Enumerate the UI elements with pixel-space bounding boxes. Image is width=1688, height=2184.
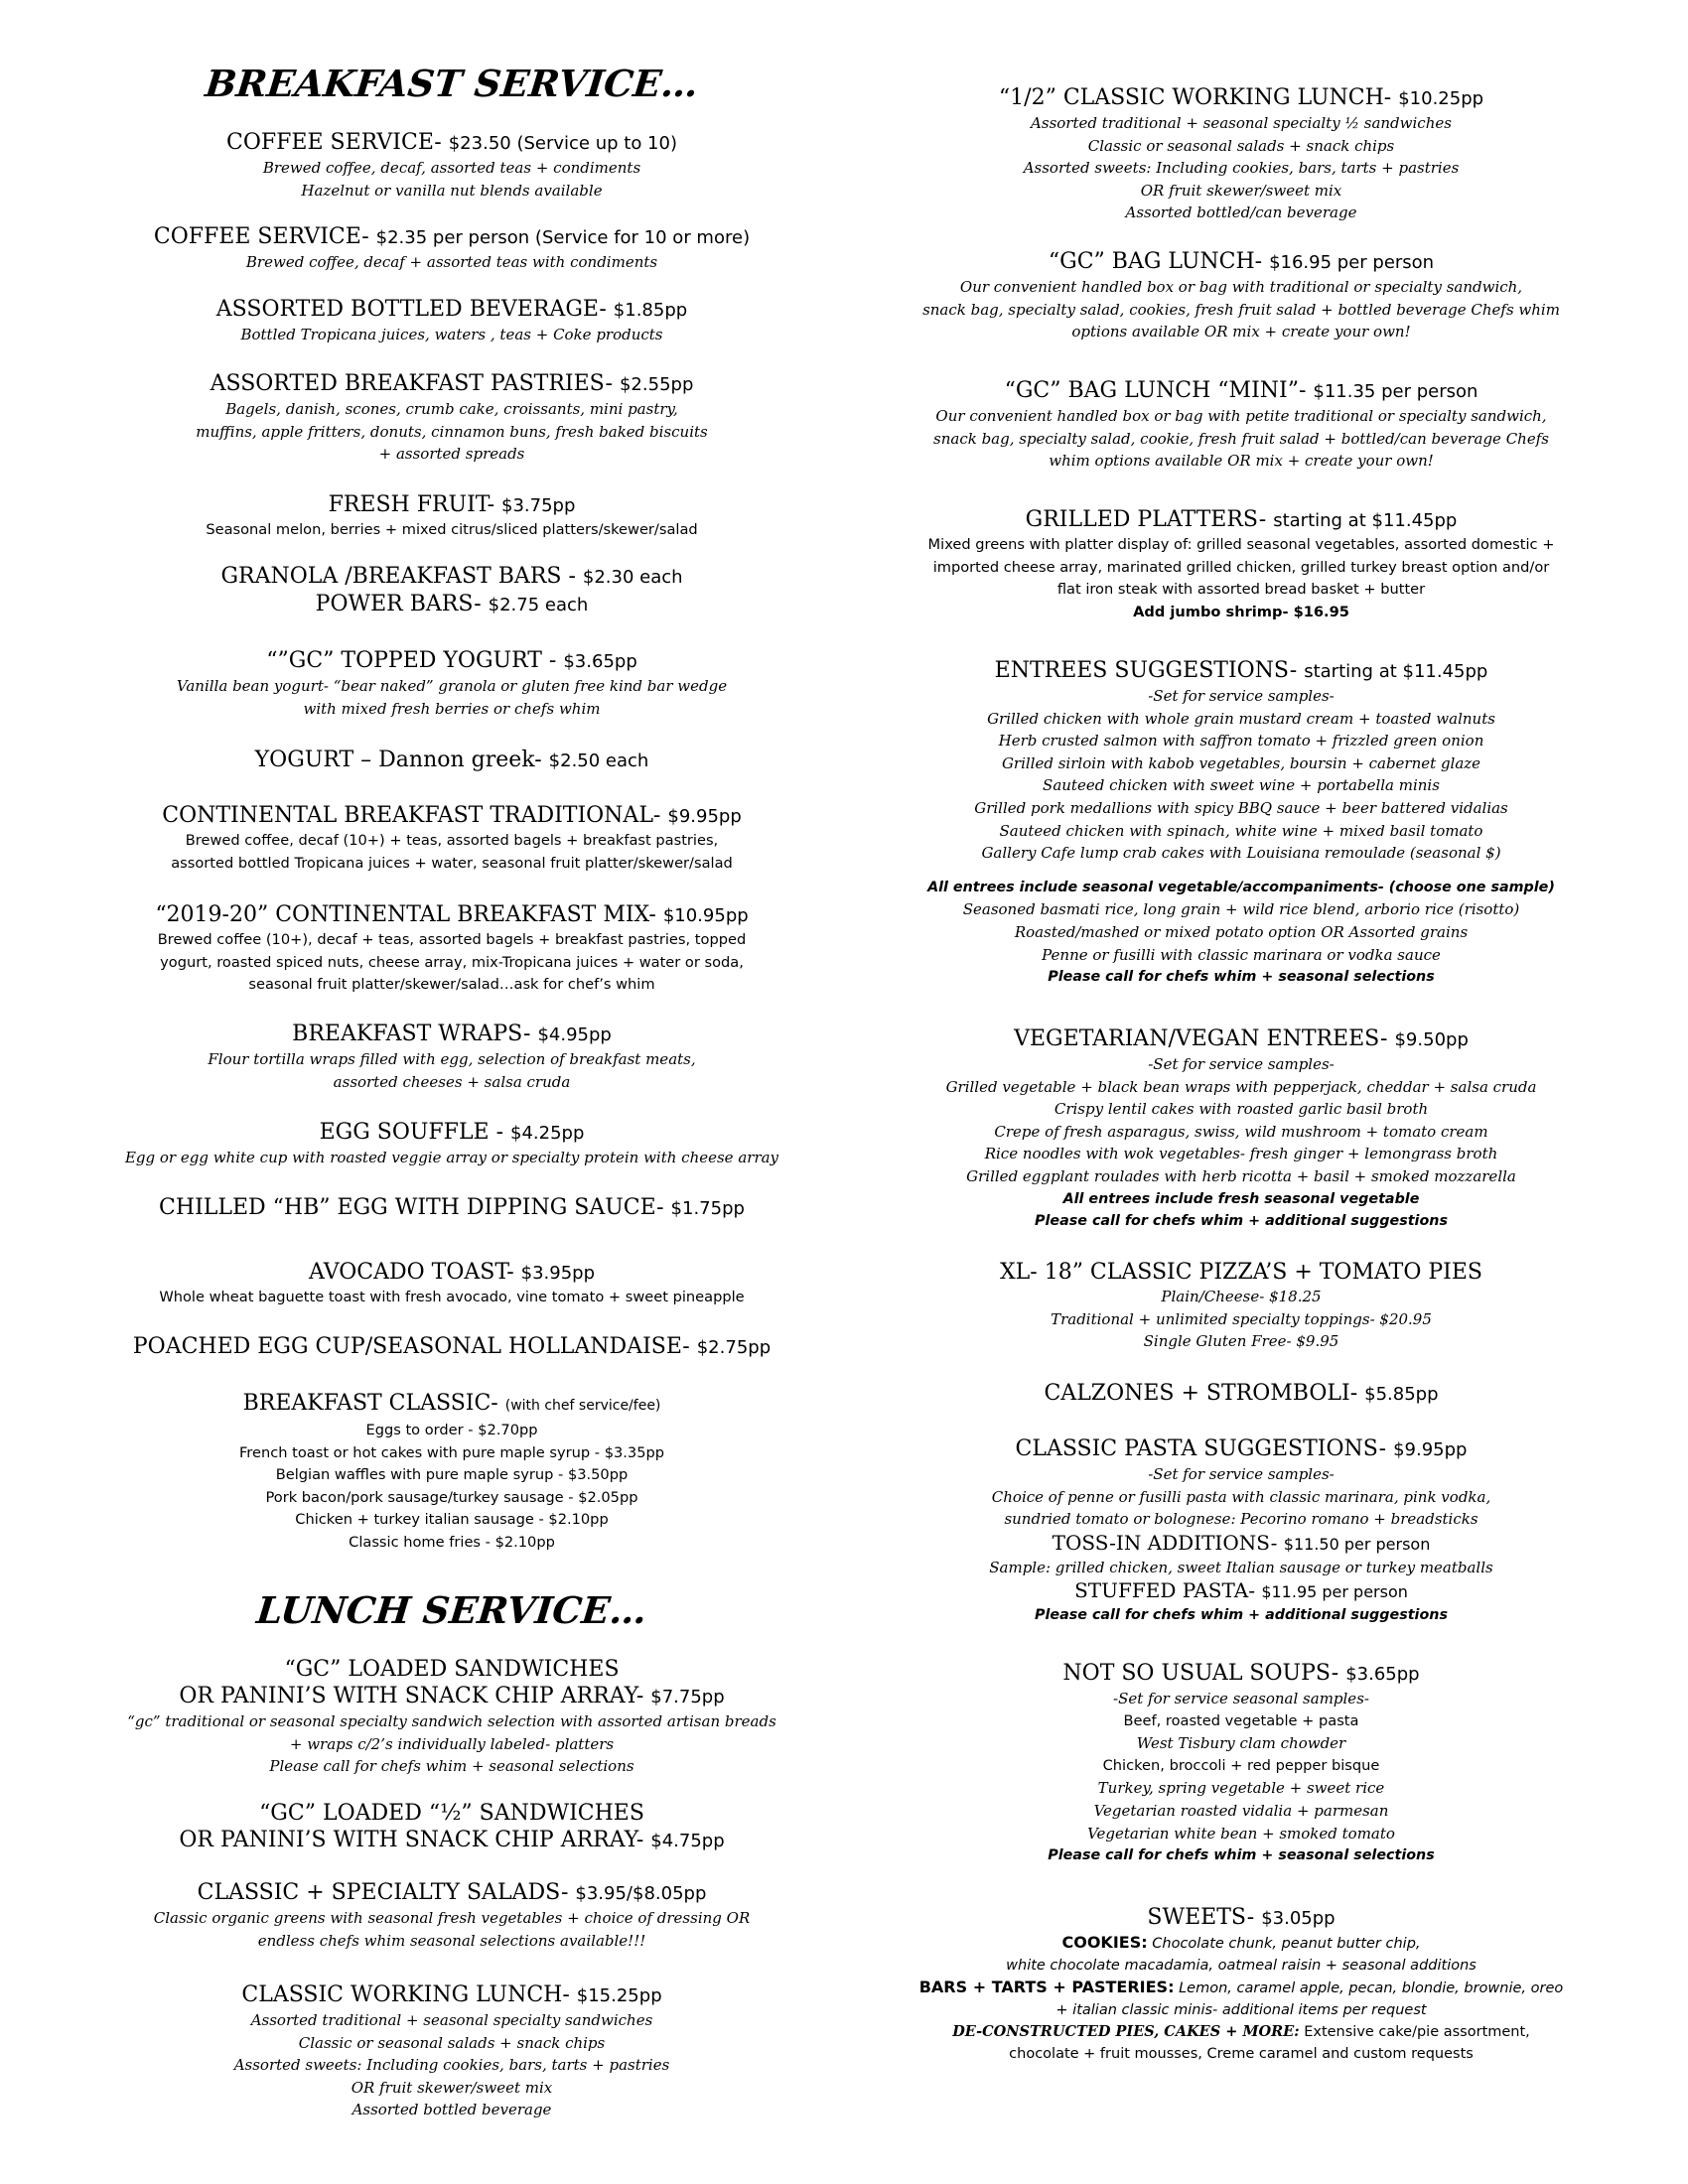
menu-item-soups: NOT SO USUAL SOUPS- $3.65pp -Set for service seasonal samples- Beef, roasted vegetable + pasta West Tisbury clam chowder Chicken, broccoli + red pepper bisque Turkey, spring vegetable + sweet rice Vegetarian roasted vidalia + parmesan Vegetarian white bean + smoked tomato Please call for chefs whim + seasonal selections	[1048, 1661, 1435, 1864]
menu-item-loaded-sandwiches: “GC” LOADED SANDWICHES OR PANINI’S WITH SNACK CHIP ARRAY- $7.75pp “gc” traditional or seasonal specialty sandwich selection with assorted artisan breads + wraps c/2’s individually labeled- platters Please call for chefs whim + seasonal selections	[127, 1657, 776, 1776]
menu-item-vegetarian-vegan-entrees: VEGETARIAN/VEGAN ENTREES- $9.50pp -Set for service samples- Grilled vegetable + black bean wraps with pepperjack, cheddar + salsa cruda Crispy lentil cakes with roasted garlic basil broth Crepe of fresh asparagus, swiss, wild mushroom + tomato cream Rice noodles with wok vegetables- fresh ginger + lemongrass broth Grilled eggplant roulades with herb ricotta + basil + smoked mozzarella All entrees include fresh seasonal vegetable Please call for chefs whim + additional suggestions	[945, 1026, 1537, 1230]
menu-item-chilled-hb-egg: CHILLED “HB” EGG WITH DIPPING SAUCE- $1.75pp	[159, 1195, 745, 1220]
menu-item-half-working-lunch: “1/2” CLASSIC WORKING LUNCH- $10.25pp Assorted traditional + seasonal specialty ½ sandwiches Classic or seasonal salads + snack chips Assorted sweets: Including cookies, bars, tarts + pastries OR fruit skewer/sweet mix Assorted bottled/can beverage	[998, 85, 1484, 222]
menu-item-xl-pizzas: XL- 18” CLASSIC PIZZA’S + TOMATO PIES Plain/Cheese- $18.25 Traditional + unlimited specialty toppings- $20.95 Single Gluten Free- $9.95	[1000, 1260, 1482, 1351]
menu-item-breakfast-classic: BREAKFAST CLASSIC- (with chef service/fee) Eggs to order - $2.70pp French toast or hot cakes with pure maple syrup - $3.35pp Belgian waffles with pure maple syrup - $3.50pp Pork bacon/pork sausage/turkey sausage - $2.05pp Chicken + turkey italian sausage - $2.10pp Classic home fries - $2.10pp	[238, 1391, 665, 1551]
menu-item-grilled-platters: GRILLED PLATTERS- starting at $11.45pp Mixed greens with platter display of: grilled seasonal vegetables, assorted domestic + imported cheese array, marinated grilled chicken, grilled turkey breast option and/or flat iron steak with assorted bread basket + butter Add jumbo shrimp- $16.95	[927, 507, 1555, 620]
menu-item-bottled-beverage: ASSORTED BOTTLED BEVERAGE- $1.85pp Bottled Tropicana juices, waters , teas + Coke products	[215, 297, 688, 343]
menu-item-poached-egg-cup: POACHED EGG CUP/SEASONAL HOLLANDAISE- $2.75pp	[132, 1334, 772, 1359]
menu-item-fresh-fruit: FRESH FRUIT- $3.75pp Seasonal melon, berries + mixed citrus/sliced platters/skewer/salad	[206, 492, 698, 538]
lunch-service-header: LUNCH SERVICE…	[254, 1588, 649, 1632]
menu-item-continental-traditional: CONTINENTAL BREAKFAST TRADITIONAL- $9.95pp Brewed coffee, decaf (10+) + teas, assorted bagels + breakfast pastries, assorted bottled Tropicana juices + water, seasonal fruit platter/skewer/salad	[162, 803, 742, 872]
menu-item-classic-salads: CLASSIC + SPECIALTY SALADS- $3.95/$8.05pp Classic organic greens with seasonal fresh vegetables + choice of dressing OR endless chefs whim seasonal selections available!!!	[153, 1880, 751, 1950]
menu-item-classic-pasta: CLASSIC PASTA SUGGESTIONS- $9.95pp -Set for service samples- Choice of penne or fusilli pasta with classic marinara, pink vodka, sundried tomato or bolognese: Pecorino romano + breadsticks TOSS-IN ADDITIONS- $11.50 per person Sample: grilled chicken, sweet Italian sausage or turkey meatballs STUFFED PASTA- $11.95 per person Please call for chefs whim + additional suggestions	[989, 1436, 1493, 1624]
menu-item-classic-working-lunch: CLASSIC WORKING LUNCH- $15.25pp Assorted traditional + seasonal specialty sandwiches Classic or seasonal salads + snack chips Assorted sweets: Including cookies, bars, tarts + pastries OR fruit skewer/sweet mix Assorted bottled beverage	[233, 1982, 670, 2119]
menu-item-sweets: SWEETS- $3.05pp COOKIES: Chocolate chunk, peanut butter chip, white chocolate macadamia, oatmeal raisin + seasonal additions BARS + TARTS + PASTERIES: Lemon, caramel apple, pecan, blondie, brownie, oreo + italian classic minis- additional items per request DE-CONSTRUCTED PIES, CAKES + MORE: Extensive cake/pie assortment, chocolate + fruit mousses, Creme caramel and custom requests	[918, 1905, 1564, 2062]
menu-item-granola-bars: GRANOLA /BREAKFAST BARS - $2.30 each POWER BARS- $2.75 each	[220, 564, 683, 616]
menu-item-half-sandwiches: “GC” LOADED “½” SANDWICHES OR PANINI’S WITH SNACK CHIP ARRAY- $4.75pp	[179, 1801, 725, 1852]
menu-item-continental-mix: “2019-20” CONTINENTAL BREAKFAST MIX- $10.95pp Brewed coffee (10+), decaf + teas, assorted bagels + breakfast pastries, topped yogurt, roasted spiced nuts, cheese array, mix-Tropicana juices + water or soda, seasonal fruit platter/skewer/salad…ask for chef’s whim	[155, 902, 749, 994]
menu-item-avocado-toast: AVOCADO TOAST- $3.95pp Whole wheat baguette toast with fresh avocado, vine tomato + sweet pineapple	[159, 1260, 745, 1305]
menu-item-gc-bag-lunch: “GC” BAG LUNCH- $16.95 per person Our convenient handled box or bag with traditional or specialty sandwich, snack bag, specialty salad, cookies, fresh fruit salad + bottled beverage Chefs whim options available OR mix + create your own!	[922, 249, 1560, 341]
menu-item-breakfast-pastries: ASSORTED BREAKFAST PASTRIES- $2.55pp Bagels, danish, scones, crumb cake, croissants, mini pastry, muffins, apple fritters, donuts, cinnamon buns, fresh baked biscuits + assorted spreads	[196, 371, 708, 464]
menu-item-gc-bag-lunch-mini: “GC” BAG LUNCH “MINI”- $11.35 per person Our convenient handled box or bag with petite traditional or specialty sandwich, snack bag, specialty salad, cookie, fresh fruit salad + bottled/can beverage Chefs whim options available OR mix + create your own!	[933, 378, 1549, 471]
menu-item-entrees-suggestions: ENTREES SUGGESTIONS- starting at $11.45pp -Set for service samples- Grilled chicken with whole grain mustard cream + toasted walnuts Herb crusted salmon with saffron tomato + frizzled green onion Grilled sirloin with kabob vegetables, boursin + cabernet glaze Sauteed chicken with sweet wine + portabella minis Grilled pork medallions with spicy BBQ sauce + beer battered vidalias Sauteed chicken with spinach, white wine + mixed basil tomato Gallery Cafe lump crab cakes with Louisiana remoulade (seasonal $) All entrees include seasonal vegetable/accompaniments- (choose one sample) Seasoned basmati rice, long grain + wild rice blend, arborio rice (risotto) Roasted/mashed or mixed potato option OR Assorted grains Penne or fusilli with classic marinara or vodka sauce Please call for chefs whim + seasonal selections	[927, 658, 1555, 986]
menu-item-breakfast-wraps: BREAKFAST WRAPS- $4.95pp Flour tortilla wraps filled with egg, selection of breakfast meats, assorted cheeses + salsa cruda	[208, 1022, 696, 1091]
menu-item-dannon-yogurt: YOGURT – Dannon greek- $2.50 each	[254, 748, 649, 772]
menu-item-coffee-service-10: COFFEE SERVICE- $23.50 (Service up to 10) Brewed coffee, decaf, assorted teas + condiments Hazelnut or vanilla nut blends available	[226, 130, 677, 200]
menu-item-calzones-stromboli: CALZONES + STROMBOLI- $5.85pp	[1044, 1381, 1439, 1406]
menu-item-egg-souffle: EGG SOUFFLE - $4.25pp Egg or egg white cup with roasted veggie array or specialty protein with cheese array	[124, 1120, 779, 1166]
breakfast-service-header: BREAKFAST SERVICE…	[203, 62, 701, 105]
menu-item-gc-topped-yogurt: “”GC” TOPPED YOGURT - $3.65pp Vanilla bean yogurt- “bear naked” granola or gluten free kind bar wedge with mixed fresh berries or chefs whim	[176, 648, 728, 718]
menu-item-coffee-service-pp: COFFEE SERVICE- $2.35 per person (Service for 10 or more) Brewed coffee, decaf + assorted teas with condiments	[153, 224, 751, 271]
